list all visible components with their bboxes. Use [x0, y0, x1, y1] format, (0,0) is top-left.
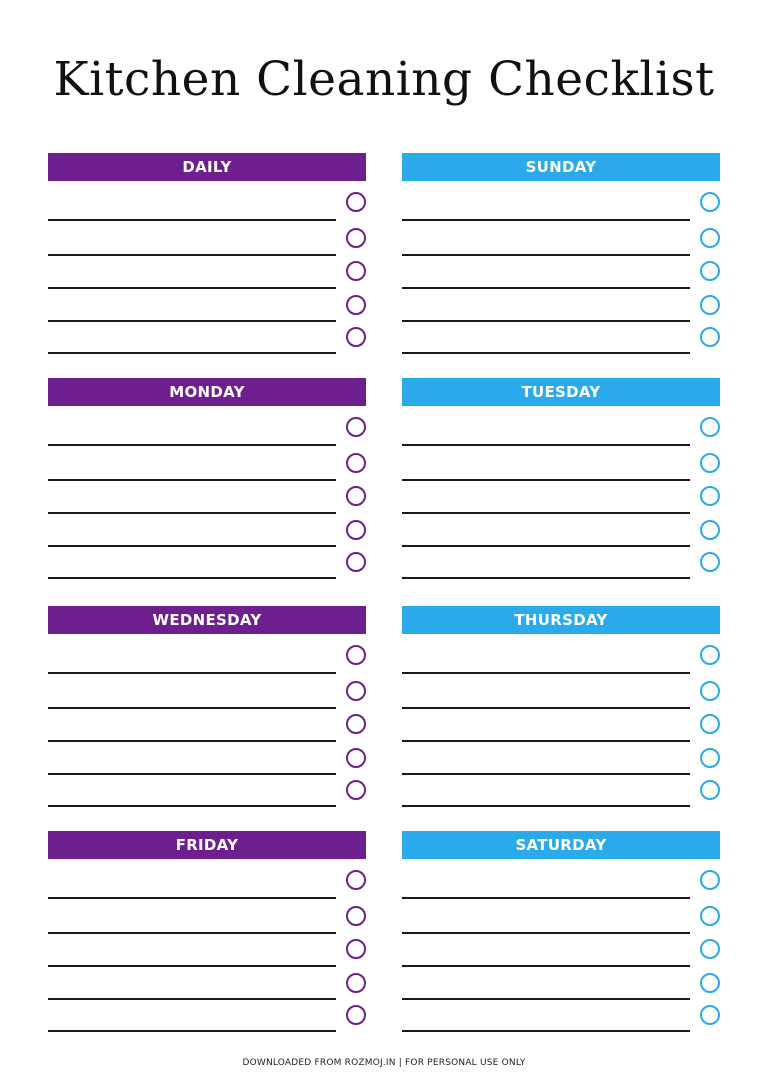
checkbox-circle[interactable] [700, 939, 720, 959]
checklist-line [402, 577, 690, 579]
checklist-rows-daily [48, 181, 366, 357]
checkbox-circle[interactable] [346, 486, 366, 506]
checkbox-circle[interactable] [346, 192, 366, 212]
checklist-line [402, 320, 690, 322]
checklist-line [48, 287, 336, 289]
section-wednesday [48, 606, 366, 810]
checkbox-circle[interactable] [346, 261, 366, 281]
checklist-line [402, 444, 690, 446]
checklist-line [402, 897, 690, 899]
checklist-line [402, 219, 690, 221]
checklist-line [402, 740, 690, 742]
checklist-line [48, 352, 336, 354]
checkbox-circle[interactable] [700, 552, 720, 572]
checkbox-circle[interactable] [700, 1005, 720, 1025]
checkbox-circle[interactable] [700, 192, 720, 212]
checklist-rows-friday [48, 859, 366, 1035]
checklist-line [48, 998, 336, 1000]
checkbox-circle[interactable] [346, 681, 366, 701]
section-header-friday: FRIDAY [48, 831, 366, 859]
checkbox-circle[interactable] [700, 261, 720, 281]
checkbox-circle[interactable] [346, 228, 366, 248]
checklist-line [402, 512, 690, 514]
checklist-line [402, 672, 690, 674]
checkbox-circle[interactable] [700, 748, 720, 768]
page-title: Kitchen Cleaning Checklist [53, 52, 715, 107]
checkbox-circle[interactable] [346, 780, 366, 800]
checklist-rows-tuesday [402, 406, 720, 582]
checklist-rows-saturday [402, 859, 720, 1035]
checklist-line [48, 773, 336, 775]
checklist-line [48, 1030, 336, 1032]
checklist-line [402, 352, 690, 354]
section-friday [48, 831, 366, 1035]
checklist-line [48, 707, 336, 709]
checklist-line [48, 897, 336, 899]
checkbox-circle[interactable] [700, 417, 720, 437]
section-header-thursday: THURSDAY [402, 606, 720, 634]
checklist-line [402, 1030, 690, 1032]
checkbox-circle[interactable] [346, 748, 366, 768]
checklist-line [402, 965, 690, 967]
checklist-line [48, 577, 336, 579]
checkbox-circle[interactable] [700, 295, 720, 315]
checklist-line [48, 479, 336, 481]
section-header-tuesday: TUESDAY [402, 378, 720, 406]
checkbox-circle[interactable] [700, 973, 720, 993]
checkbox-circle[interactable] [346, 1005, 366, 1025]
checklist-rows-sunday [402, 181, 720, 357]
checklist-rows-thursday [402, 634, 720, 810]
checkbox-circle[interactable] [700, 870, 720, 890]
checklist-line [402, 479, 690, 481]
checklist-rows-wednesday [48, 634, 366, 810]
checkbox-circle[interactable] [700, 906, 720, 926]
checkbox-circle[interactable] [346, 295, 366, 315]
checklist-line [48, 965, 336, 967]
checklist-line [402, 287, 690, 289]
checkbox-circle[interactable] [346, 714, 366, 734]
checklist-line [48, 254, 336, 256]
checklist-line [402, 998, 690, 1000]
checklist-line [48, 444, 336, 446]
checkbox-circle[interactable] [346, 453, 366, 473]
checkbox-circle[interactable] [346, 645, 366, 665]
checkbox-circle[interactable] [346, 870, 366, 890]
checkbox-circle[interactable] [346, 327, 366, 347]
checklist-line [48, 672, 336, 674]
checkbox-circle[interactable] [700, 327, 720, 347]
checkbox-circle[interactable] [700, 681, 720, 701]
section-header-sunday: SUNDAY [402, 153, 720, 181]
section-saturday [402, 831, 720, 1035]
checklist-line [48, 219, 336, 221]
checklist-line [48, 512, 336, 514]
section-monday [48, 378, 366, 582]
checklist-line [48, 545, 336, 547]
checklist-line [402, 773, 690, 775]
checkbox-circle[interactable] [346, 417, 366, 437]
section-thursday [402, 606, 720, 810]
checklist-line [48, 932, 336, 934]
checkbox-circle[interactable] [346, 520, 366, 540]
checkbox-circle[interactable] [346, 552, 366, 572]
checkbox-circle[interactable] [700, 228, 720, 248]
checklist-line [402, 707, 690, 709]
checkbox-circle[interactable] [346, 906, 366, 926]
checklist-line [402, 805, 690, 807]
checkbox-circle[interactable] [700, 714, 720, 734]
section-header-daily: DAILY [48, 153, 366, 181]
checklist-line [48, 805, 336, 807]
checklist-line [402, 254, 690, 256]
section-header-monday: MONDAY [48, 378, 366, 406]
checklist-rows-monday [48, 406, 366, 582]
section-header-saturday: SATURDAY [402, 831, 720, 859]
checklist-line [48, 320, 336, 322]
checkbox-circle[interactable] [700, 645, 720, 665]
checkbox-circle[interactable] [700, 453, 720, 473]
checkbox-circle[interactable] [700, 780, 720, 800]
checkbox-circle[interactable] [700, 520, 720, 540]
checklist-line [402, 932, 690, 934]
section-sunday [402, 153, 720, 357]
footer-note: DOWNLOADED FROM ROZMOJ.IN | FOR PERSONAL USE ONLY [242, 1058, 526, 1068]
checkbox-circle[interactable] [346, 973, 366, 993]
checklist-line [402, 545, 690, 547]
checkbox-circle[interactable] [700, 486, 720, 506]
section-tuesday [402, 378, 720, 582]
checklist-line [48, 740, 336, 742]
section-daily [48, 153, 366, 357]
section-header-wednesday: WEDNESDAY [48, 606, 366, 634]
checkbox-circle[interactable] [346, 939, 366, 959]
